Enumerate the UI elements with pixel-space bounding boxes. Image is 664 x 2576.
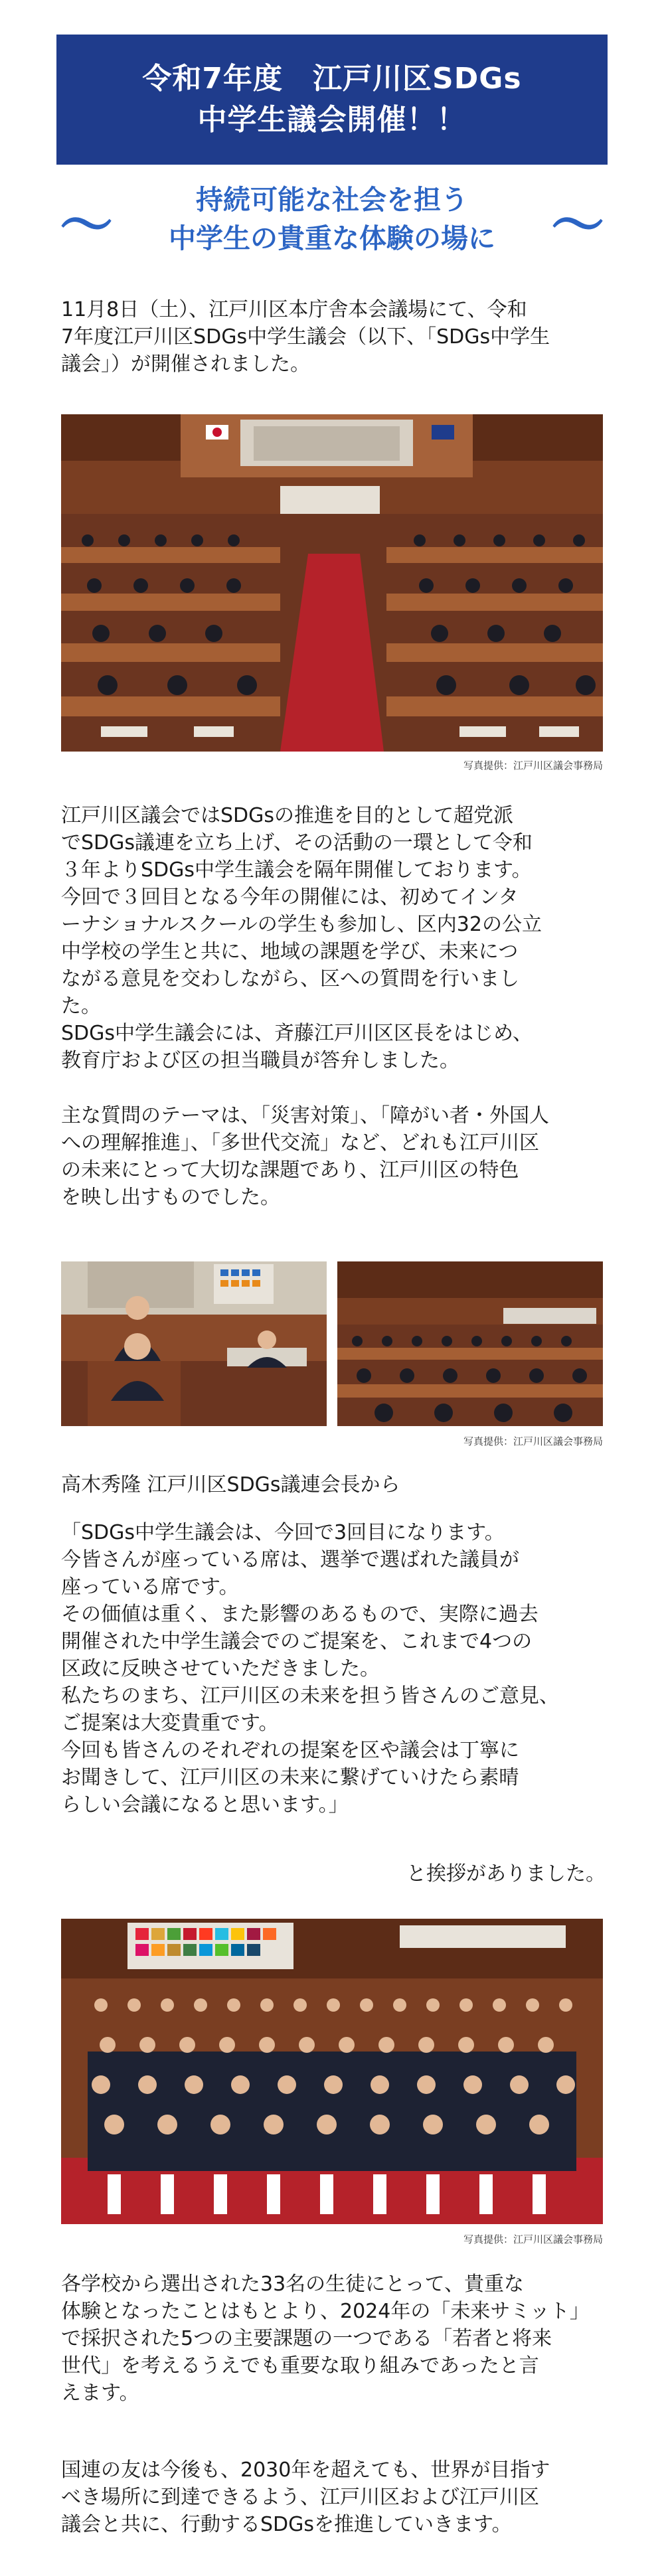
body-line: でSDGs議連を立ち上げ、その活動の一環として令和 [61, 831, 533, 854]
body-line: えます。 [61, 2381, 139, 2405]
body-line: 体験となったことはもとより、2024年の「未来サミット」 [61, 2300, 590, 2323]
tilde-right-ornament: 〜 [551, 195, 604, 256]
page-title-line-1: 令和7年度 江戸川区SDGs [142, 62, 522, 96]
speech-line: 「SDGs中学生議会は、今回で3回目になります。 [61, 1521, 505, 1544]
speaker-name: 高木秀隆 江戸川区SDGs議連会長から [61, 1473, 400, 1496]
group-photo [61, 1919, 603, 2224]
subtitle-line-2: 中学生の貴重な体験の場に [169, 222, 495, 254]
body-line: 主な質問のテーマは、「災害対策」、「障がい者・外国人 [61, 1104, 549, 1127]
body-line: ３年よりSDGs中学生議会を隔年開催しております。 [61, 858, 532, 882]
speech-line: 区政に反映させていただきました。 [61, 1657, 380, 1680]
students-in-chamber-photo [337, 1261, 603, 1426]
intro-paragraph [61, 296, 606, 378]
body-paragraph-2 [61, 1102, 606, 1211]
speech-line: 私たちのまち、江戸川区の未来を担う皆さんのご意見、 [61, 1684, 559, 1708]
body-line: 江戸川区議会ではSDGsの推進を目的として超党派 [61, 804, 514, 827]
assembly-hall-photo [61, 414, 603, 752]
body-line: 教育庁および区の担当職員が答弁しました。 [61, 1049, 459, 1072]
body-line: 議会と共に、行動するSDGsを推進していきます。 [61, 2513, 512, 2536]
speech-line: 開催された中学生議会でのご提案を、これまで4つの [61, 1630, 533, 1653]
body-line: た。 [61, 995, 101, 1018]
body-line: 中学校の学生と共に、地域の課題を学び、未来につ [61, 940, 519, 963]
photo-credit: 写真提供：江戸川区議会事務局 [463, 1435, 603, 1447]
subtitle [60, 181, 604, 267]
photo-credit: 写真提供：江戸川区議会事務局 [463, 2233, 603, 2245]
tilde-left-ornament: 〜 [60, 195, 113, 256]
body-line: 国連の友は今後も、2030年を超えても、世界が目指す [61, 2458, 550, 2482]
speech-quote [61, 1519, 606, 1818]
body-line: 今回で３回目となる今年の開催には、初めてインタ [61, 886, 519, 909]
page-title-banner [56, 35, 608, 165]
body-paragraph-4 [61, 2456, 606, 2538]
intro-line: 7年度江戸川区SDGs中学生議会（以下、「SDGs中学生 [61, 325, 550, 349]
body-line: SDGs中学生議会には、斉藤江戸川区区長をはじめ、 [61, 1022, 533, 1045]
body-line: 世代」を考えるうえでも重要な取り組みであったと言 [61, 2354, 539, 2377]
body-line: で採択された5つの主要課題の一つである「若者と将来 [61, 2327, 552, 2350]
body-paragraph-1 [61, 802, 606, 1074]
subtitle-line-1: 持続可能な社会を担う [196, 184, 468, 216]
speech-line: ご提案は大変貴重です。 [61, 1712, 279, 1735]
body-line: への理解推進」、「多世代交流」など、どれも江戸川区 [61, 1131, 539, 1155]
photo-credit: 写真提供：江戸川区議会事務局 [463, 760, 603, 771]
speech-line: 今回も皆さんのそれぞれの提案を区や議会は丁寧に [61, 1739, 519, 1762]
speech-line: 今皆さんが座っている席は、選挙で選ばれた議員が [61, 1548, 519, 1571]
body-line: べき場所に到達できるよう、江戸川区および江戸川区 [61, 2486, 539, 2509]
speech-line: らしい会議になると思います。」 [61, 1793, 349, 1816]
page-title-line-2: 中学生議会開催！！ [197, 103, 467, 137]
speech-line: お聞きして、江戸川区の未来に繋げていけたら素晴 [61, 1766, 519, 1789]
speech-line: 座っている席です。 [61, 1575, 239, 1599]
intro-line: 11月8日（土）、江戸川区本庁舎本会議場にて、令和 [61, 298, 527, 321]
body-line: の未来にとって大切な課題であり、江戸川区の特色 [61, 1159, 519, 1182]
speaker-heading [61, 1471, 606, 1498]
body-line: 各学校から選出された33名の生徒にとって、貴重な [61, 2273, 524, 2296]
speech-line: その価値は重く、また影響のあるもので、実際に過去 [61, 1603, 539, 1626]
body-line: ながる意見を交わしながら、区への質問を行いまし [61, 967, 519, 991]
body-line: ーナショナルスクールの学生も参加し、区内32の公立 [61, 913, 542, 936]
intro-line: 議会」）が開催されました。 [61, 353, 310, 376]
body-line: を映し出すものでした。 [61, 1186, 280, 1209]
speaker-podium-photo [61, 1261, 327, 1426]
body-paragraph-3 [61, 2271, 606, 2407]
greeting-closing: と挨拶がありました。 [406, 1862, 606, 1886]
